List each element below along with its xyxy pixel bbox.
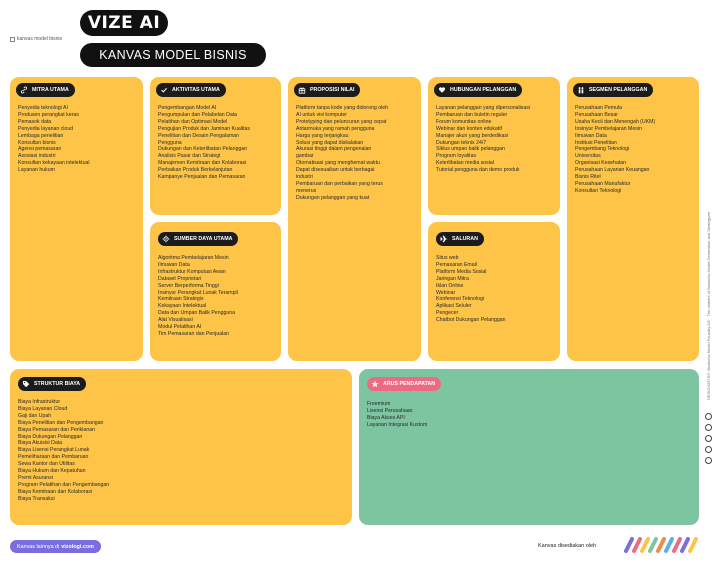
social-icon[interactable] [705, 424, 712, 431]
list-struktur-biaya [18, 399, 346, 503]
list-item: Alat Visualisasi [158, 317, 193, 324]
social-icon[interactable] [705, 435, 712, 442]
list-sumber-daya-utama [158, 255, 275, 338]
list-item: industri [296, 174, 313, 181]
list-item: Pengembangan Model AI [158, 105, 217, 111]
list-item: Biaya Hukum dan Kepatuhan [18, 468, 86, 475]
list-item: Pemasaran Email [436, 261, 477, 268]
gear-icon [161, 234, 171, 244]
provided-by-text: Kanvas disediakan oleh [538, 543, 597, 549]
footer-link[interactable]: vizologi.com [61, 543, 94, 550]
list-item: Penelitian dan Desain Pengalaman [158, 132, 240, 139]
list-item: Biaya Lisensi Perangkat Lunak [18, 447, 90, 454]
list-item: Freemium [367, 401, 391, 407]
list-item: Solusi yang dapat diskalakan [296, 139, 364, 146]
list-item: Data dan Umpan Balik Pengguna [158, 310, 235, 317]
label-saluran: SALURAN [436, 232, 484, 246]
side-credit [702, 100, 716, 400]
list-item: Iklan Online [436, 282, 464, 289]
list-item: Konsultan bisnis [18, 139, 56, 146]
list-item: Server Berperforma Tinggi [158, 282, 219, 289]
list-item: Penyedia layanan cloud [18, 125, 74, 132]
social-icon[interactable] [705, 457, 712, 464]
card-sumber-daya-utama [150, 222, 281, 361]
list-item: Biaya Layanan Cloud [18, 405, 68, 412]
list-item: Konsultan kekayaan intelektual [18, 160, 90, 167]
list-item: Kemitraan Strategis [158, 296, 204, 303]
list-item: Pengecer [436, 310, 459, 317]
list-item: Biaya Pemasaran dan Periklanan [18, 426, 95, 433]
list-item: Program loyalitas [436, 153, 477, 160]
card-struktur-biaya [10, 369, 352, 525]
plane-icon [439, 234, 449, 244]
list-item: Konferensi Teknologi [436, 296, 485, 303]
list-item: Perbaikan Produk Berkelanjutan [158, 167, 233, 174]
list-item: Webinar dan konten edukatif [436, 125, 502, 132]
brand-logo-icon [622, 535, 700, 555]
list-item: Webinar [436, 289, 456, 296]
list-item: Perusahaan Besar [575, 111, 618, 118]
side-credit-text: DESIGNED BY: Business Model Foundry AG · The makers of Business Model Generation and Strategyzer [706, 211, 711, 400]
list-item: Lembaga penelitian [18, 132, 64, 139]
list-hubungan-pelanggan [436, 105, 554, 174]
label-hubungan-pelanggan: HUBUNGAN PELANGGAN [434, 83, 522, 97]
list-item: Biaya Kemitraan dan Kolaborasi [18, 488, 93, 495]
card-saluran [428, 222, 560, 361]
list-item: Manajer akun yang berdedikasi [436, 132, 509, 139]
list-item: Insinyur Pembelajaran Mesin [575, 125, 642, 132]
label-arus-pendapatan: ARUS PENDAPATAN [367, 377, 441, 391]
card-hubungan-pelanggan [428, 77, 560, 215]
list-item: Dukungan teknis 24/7 [436, 139, 487, 146]
small-logo [10, 36, 62, 42]
list-item: Pembaruan dan buletin reguler [436, 111, 508, 118]
list-item: Kampanye Penjualan dan Pemasaran [158, 174, 246, 181]
list-aktivitas-utama [158, 105, 275, 181]
list-item: Manajemen Kemitraan dan Kolaborasi [158, 160, 247, 167]
list-item: Premi Asuransi [18, 474, 53, 481]
star-icon [370, 379, 380, 389]
link-icon [19, 85, 29, 95]
list-item: Pengujian Produk dan Jaminan Kualitas [158, 125, 250, 132]
list-item: Dataset Proprietari [158, 275, 202, 282]
card-proposisi-nilai [288, 77, 421, 361]
label-proposisi-nilai: PROPOSISI NILAI [294, 83, 360, 97]
social-icon[interactable] [705, 413, 712, 420]
list-item: Biaya Akses API [367, 414, 405, 421]
card-segmen-pelanggan [567, 77, 699, 361]
list-item: Tutorial pengguna dan demo produk [436, 167, 520, 174]
list-item: Sewa Kantor dan Utilitas [18, 461, 75, 468]
list-item: Lisensi Perusahaan [367, 407, 413, 414]
list-item: Pemasok data [18, 118, 52, 125]
list-item: Algoritma Pembelajaran Mesin [158, 255, 229, 261]
list-item: Gaji dan Upah [18, 412, 52, 419]
list-item: Modul Pelatihan AI [158, 324, 202, 331]
list-item: Platform Media Sosial [436, 268, 487, 275]
list-item: Platform tanpa kode yang didorong oleh [296, 105, 388, 111]
list-item: Infrastruktur Komputasi Awan [158, 268, 226, 275]
list-item: Forum komunitas online [436, 118, 492, 125]
list-item: Layanan Integrasi Kustom [367, 421, 428, 428]
heart-icon [437, 85, 447, 95]
list-item: Ilmuwan Data [158, 261, 190, 268]
card-arus-pendapatan [359, 369, 699, 525]
list-item: Jaringan Mitra [436, 275, 469, 282]
list-item: Aplikasi Seluler [436, 303, 472, 310]
card-mitra-utama [10, 77, 143, 361]
list-proposisi-nilai [296, 105, 415, 202]
list-item: Harga yang terjangkau [296, 132, 349, 139]
list-item: Analisis Pasar dan Strategi [158, 153, 221, 160]
tag-icon [21, 379, 31, 389]
list-item: Usaha Kecil dan Menengah (UKM) [575, 118, 656, 125]
label-sumber-daya-utama: SUMBER DAYA UTAMA [158, 232, 238, 246]
gift-icon [297, 85, 307, 95]
list-item: Layanan hukum [18, 167, 55, 174]
list-item: gambar [296, 153, 314, 160]
check-icon [159, 85, 169, 95]
social-icons [705, 413, 712, 464]
list-item: Produsen perangkat keras [18, 111, 79, 118]
list-item: Dukungan dan Keterlibatan Pelanggan [158, 146, 248, 153]
list-item: Ilmuwan Data [575, 132, 607, 139]
list-segmen-pelanggan [575, 105, 693, 195]
logo-square-icon [10, 37, 15, 42]
list-item: Tim Pemasaran dan Penjualan [158, 330, 230, 337]
list-item: Dapat disesuaikan untuk berbagai [296, 167, 375, 174]
list-item: Chatbot Dukungan Pelanggan [436, 317, 506, 324]
more-canvases-link[interactable] [10, 540, 101, 553]
list-item: Perusahaan Layanan Keuangan [575, 167, 650, 174]
list-item: Kekayaan Intelektual [158, 303, 207, 310]
list-item: Pelatihan dan Optimasi Model [158, 118, 228, 125]
list-saluran [436, 255, 554, 324]
label-mitra-utama: MITRA UTAMA [16, 83, 75, 97]
page-subtitle: KANVAS MODEL BISNIS [80, 43, 266, 67]
list-item: Akurasi tinggi dalam pengenalan [296, 146, 372, 153]
small-logo-text: kanvas model bisnis [17, 36, 63, 42]
list-arus-pendapatan [367, 401, 693, 429]
list-item: Siklus umpan balik pelanggan [436, 146, 505, 153]
list-item: Pengembang Teknologi [575, 146, 630, 153]
list-item: Perusahaan Pemula [575, 105, 623, 111]
label-struktur-biaya: STRUKTUR BIAYA [18, 377, 86, 391]
footer-prefix: Kanvas lainnya di [17, 543, 60, 550]
list-item: Institusi Penelitian [575, 139, 617, 146]
list-item: Biaya Infrastruktur [18, 399, 61, 405]
list-mitra-utama [18, 105, 137, 174]
list-item: Prototyping dan peluncuran yang cepat [296, 118, 387, 125]
list-item: Bisnis Ritel [575, 174, 601, 181]
list-item: Pemeliharaan dan Pembaruan [18, 454, 89, 461]
list-item: Keterlibatan media sosial [436, 160, 494, 167]
list-item: Insinyur Perangkat Lunak Terampil [158, 289, 238, 296]
list-item: Konsultan Teknologi [575, 187, 622, 194]
list-item: AI untuk visi komputer [296, 111, 348, 118]
list-item: Agensi pemasaran [18, 146, 62, 153]
list-item: Universitas [575, 153, 601, 160]
list-item: Pengumpulan dan Pelabelan Data [158, 111, 238, 118]
list-item: menerus [296, 187, 317, 194]
list-item: Biaya Transaksi [18, 495, 55, 502]
list-item: Otomatisasi yang menghemat waktu [296, 160, 380, 167]
list-item: Biaya Dukungan Pelanggan [18, 433, 83, 440]
label-segmen-pelanggan: SEGMEN PELANGGAN [573, 83, 653, 97]
page-title: VIZE AI [80, 10, 168, 36]
list-item: Biaya Akuisisi Data [18, 440, 63, 447]
list-item: Dukungan pelanggan yang kuat [296, 194, 370, 201]
list-item: Asosiasi industri [18, 153, 56, 160]
list-item: Layanan pelanggan yang dipersonalisasi [436, 105, 531, 111]
social-icon[interactable] [705, 446, 712, 453]
list-item: Situs web [436, 255, 459, 261]
list-item: Biaya Penelitian dan Pengembangan [18, 419, 104, 426]
people-icon [576, 85, 586, 95]
list-item: Penyedia teknologi AI [18, 105, 68, 111]
list-item: Perusahaan Manufaktur [575, 180, 631, 187]
list-item: Antarmuka yang ramah pengguna [296, 125, 375, 132]
label-aktivitas-utama: AKTIVITAS UTAMA [156, 83, 226, 97]
card-aktivitas-utama [150, 77, 281, 215]
list-item: Program Pelatihan dan Pengembangan [18, 481, 110, 488]
list-item: Pengguna [158, 139, 182, 146]
list-item: Pembaruan dan perbaikan yang terus [296, 180, 383, 187]
list-item: Organisasi Kesehatan [575, 160, 627, 167]
